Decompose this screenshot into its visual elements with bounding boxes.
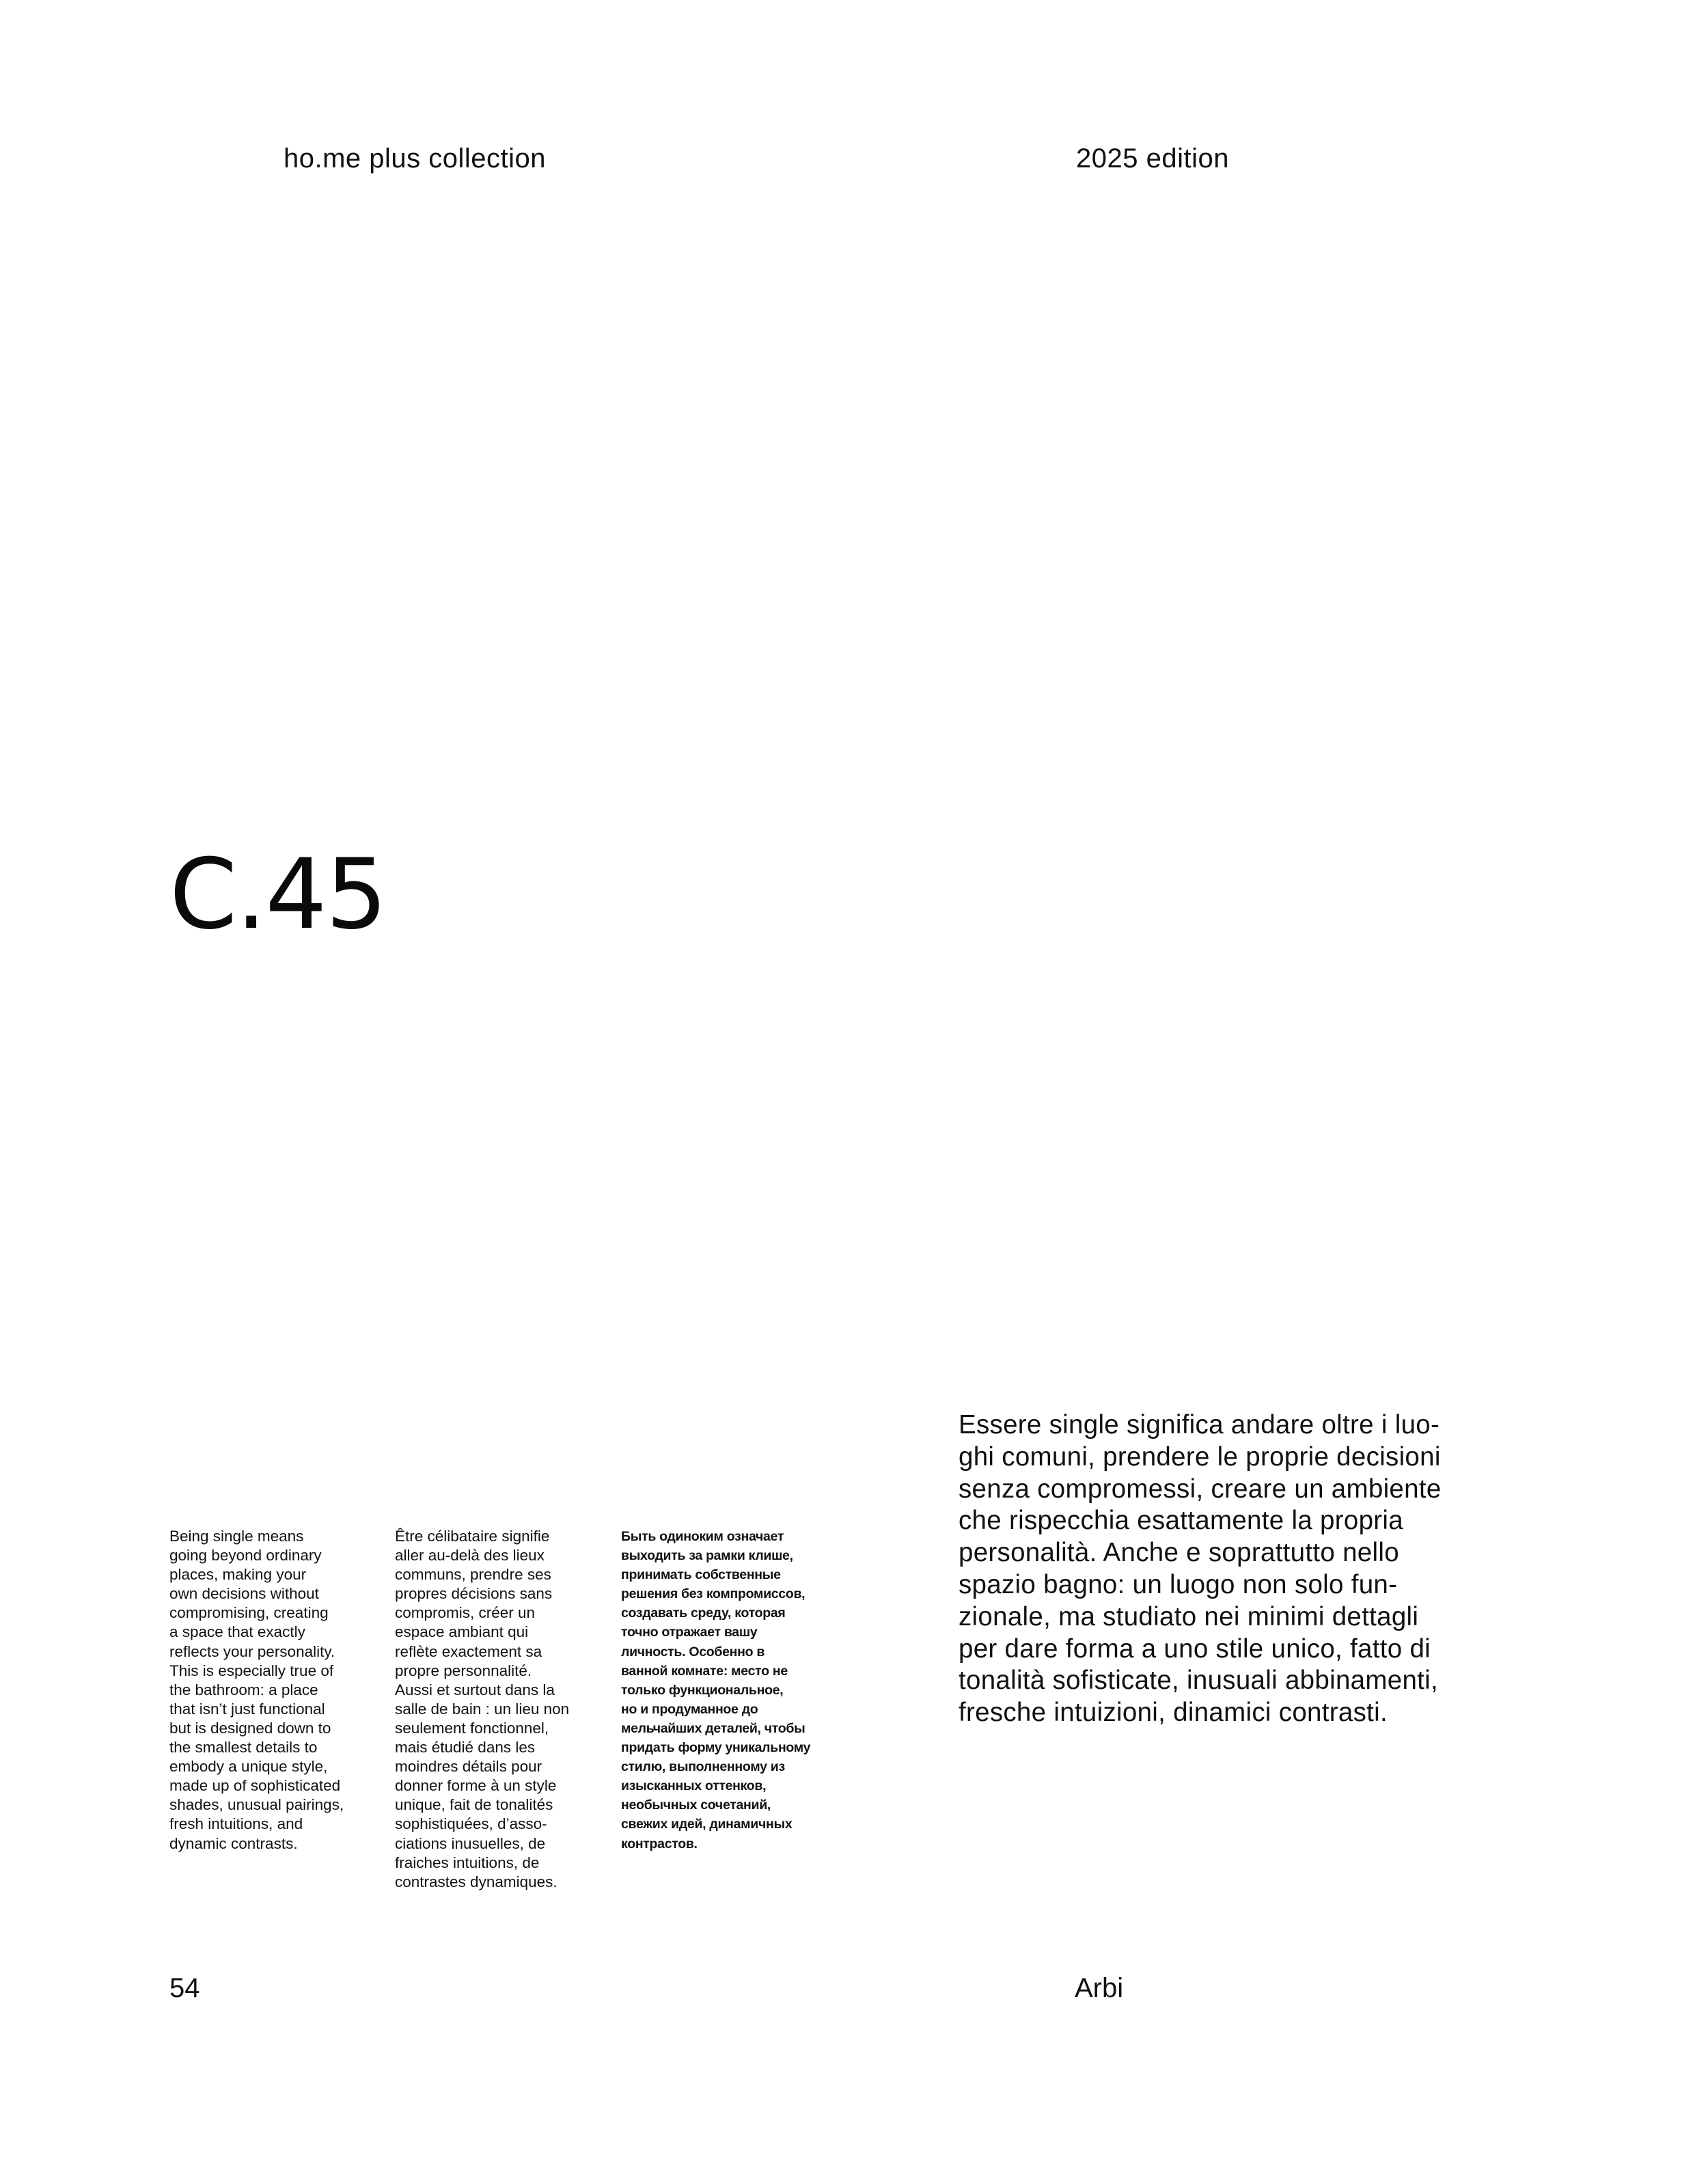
description-english: Being single means going beyond ordinary places, making your own decisions without compromising, creating a space that exactly reflects your personality. This is especially true of the bathroom: a place that isn’t just functional but is designed down to the smallest details to embody a unique style, made up of sophisticated shades, unusual pairings, fresh intuitions, and dynamic contrasts.	[169, 1528, 344, 1852]
description-russian: Быть одиноким означает выходить за рамки клише, принимать собственные решения без компромиссов, создавать среду, которая точно отражает вашу личность. Особенно в ванной комнате: место не только функциональное, но и продуманное до мельчайших деталей, чтобы придать форму уникальному стилю, выполненному из изысканных оттенков, необычных сочетаний, свежих идей, динамичных контрастов.	[621, 1529, 811, 1851]
model-title: C.45	[169, 838, 386, 951]
page-number: 54	[169, 1973, 200, 2003]
description-french: Être célibataire signifie aller au-delà des lieux communs, prendre ses propres décisions sans compromis, créer un espace ambiant qui reflète exactement sa propre personnalité. Aussi et surtout dans la salle de bain : un lieu non seulement fonctionnel, mais étudié dans les moindres détails pour donner forme à un style unique, fait de tonalités sophistiquées, d’asso- ciations inusuelles, de fraiches intuitions, de contrastes dynamiques.	[395, 1528, 570, 1890]
brand-name: Arbi	[1075, 1973, 1124, 2003]
description-italian: Essere single significa andare oltre i luo- ghi comuni, prendere le proprie decisioni senza compromessi, creare un ambiente che rispecchia esattamente la propria personalità. Anche e soprattutto nello spazio bagno: un luogo non solo fun- zionale, ma studiato nei minimi dettagli per dare forma a uno stile unico, fatto di tonalità sofisticate, inusuali abbinamenti, fresche intuizioni, dinamici contrasti.	[959, 1410, 1442, 1728]
edition-label: 2025 edition	[1076, 143, 1229, 174]
collection-name: ho.me plus collection	[284, 143, 547, 174]
